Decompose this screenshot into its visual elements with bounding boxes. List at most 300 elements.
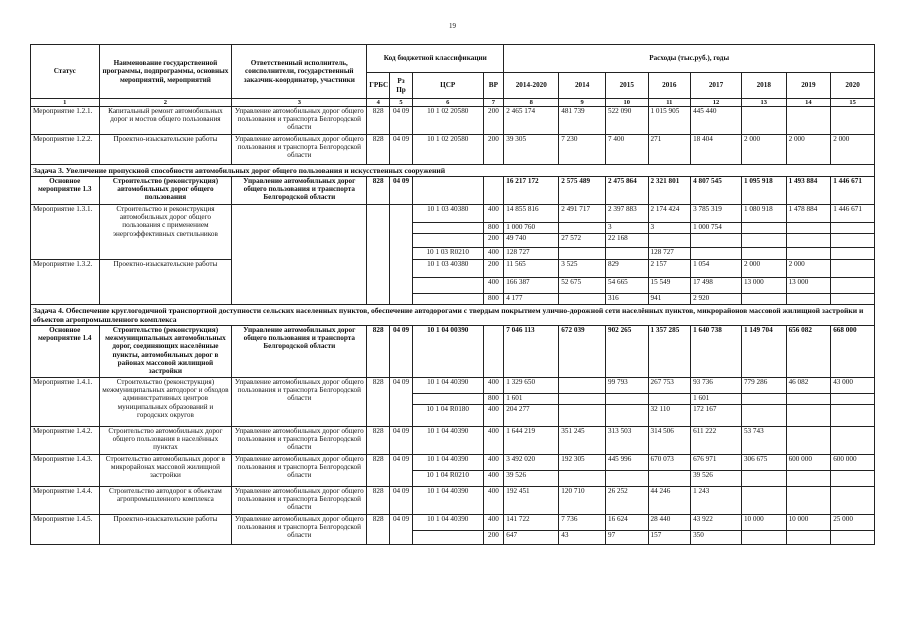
value-cell: 668 000 <box>831 326 875 378</box>
value-cell <box>605 248 648 260</box>
csr-cell <box>412 234 483 248</box>
csr-cell: 10 1 04 00390 <box>412 326 483 378</box>
status-cell: Основное мероприятие 1.4 <box>31 326 100 378</box>
value-cell <box>648 471 691 487</box>
value-cell: 2 475 864 <box>605 177 648 205</box>
value-cell: 3 <box>648 223 691 234</box>
value-cell: 2 465 174 <box>504 107 559 135</box>
value-cell: 902 265 <box>605 326 648 378</box>
value-cell <box>691 234 742 248</box>
value-cell: 1 080 918 <box>741 205 786 223</box>
value-cell: 52 675 <box>559 278 606 294</box>
value-cell <box>741 294 786 305</box>
csr-cell: 10 1 04 40390 <box>412 378 483 394</box>
column-number: 12 <box>691 99 742 107</box>
vr-cell <box>483 177 504 205</box>
value-cell: 28 440 <box>648 515 691 531</box>
value-cell <box>786 223 831 234</box>
value-cell <box>741 471 786 487</box>
value-cell: 26 252 <box>605 487 648 515</box>
vr-cell: 400 <box>483 378 504 394</box>
value-cell: 522 090 <box>605 107 648 135</box>
csr-cell: 10 1 04 R0210 <box>412 471 483 487</box>
value-cell: 1 149 704 <box>741 326 786 378</box>
value-cell: 314 506 <box>648 427 691 455</box>
value-cell <box>831 260 875 278</box>
name-cell: Строительство автодорог к объектам агропромышленного комплекса <box>99 487 232 515</box>
csr-cell <box>412 394 483 405</box>
grbs-cell: 828 <box>367 135 390 165</box>
status-cell: Мероприятие 1.3.2. <box>31 260 100 305</box>
value-cell: 2 000 <box>831 135 875 165</box>
rzpr-cell: 04 09 <box>390 378 413 427</box>
value-cell <box>786 427 831 455</box>
value-cell: 39 526 <box>504 471 559 487</box>
value-cell: 941 <box>648 294 691 305</box>
rzpr-cell: 04 09 <box>390 455 413 487</box>
name-cell: Строительство и реконструкция автомобильных дорог общего пользования с применением энергоэффективных светильников <box>99 205 232 260</box>
value-cell: 2 575 489 <box>559 177 606 205</box>
value-cell <box>605 405 648 427</box>
rzpr-cell <box>390 205 413 305</box>
task-row <box>31 305 875 326</box>
value-cell: 32 110 <box>648 405 691 427</box>
executor-cell: Управление автомобильных дорог общего пользования и транспорта Белгородской области <box>232 135 367 165</box>
value-cell <box>741 394 786 405</box>
vr-cell: 400 <box>483 278 504 294</box>
status-cell: Мероприятие 1.2.1. <box>31 107 100 135</box>
vr-cell: 400 <box>483 405 504 427</box>
value-cell: 600 000 <box>831 455 875 471</box>
value-cell <box>786 294 831 305</box>
grbs-cell: 828 <box>367 487 390 515</box>
value-cell: 2 491 717 <box>559 205 606 223</box>
value-cell: 7 736 <box>559 515 606 531</box>
value-cell: 445 440 <box>691 107 742 135</box>
header-expenses: Расходы (тыс.руб.), годы <box>504 45 875 73</box>
grbs-cell: 828 <box>367 378 390 427</box>
value-cell: 46 082 <box>786 378 831 394</box>
value-cell: 1 640 738 <box>691 326 742 378</box>
value-cell: 316 <box>605 294 648 305</box>
task-title: Задача 3. Увеличение пропускной способности автомобильных дорог общего пользования и искусственных сооружений <box>31 165 875 177</box>
csr-cell <box>412 294 483 305</box>
rzpr-cell: 04 09 <box>390 427 413 455</box>
csr-cell: 10 1 04 40390 <box>412 427 483 455</box>
value-cell: 779 286 <box>741 378 786 394</box>
value-cell <box>648 234 691 248</box>
rzpr-cell: 04 09 <box>390 515 413 545</box>
table-row <box>31 427 875 455</box>
value-cell <box>831 294 875 305</box>
value-cell: 2 000 <box>741 135 786 165</box>
value-cell: 2 397 883 <box>605 205 648 223</box>
value-cell: 481 739 <box>559 107 606 135</box>
csr-cell: 10 1 04 R0180 <box>412 405 483 427</box>
value-cell: 1 601 <box>691 394 742 405</box>
value-cell: 22 168 <box>605 234 648 248</box>
csr-cell: 10 1 03 40380 <box>412 205 483 223</box>
value-cell: 93 736 <box>691 378 742 394</box>
value-cell <box>786 531 831 545</box>
column-number: 9 <box>559 99 606 107</box>
value-cell: 16 217 172 <box>504 177 559 205</box>
value-cell <box>786 394 831 405</box>
table-row <box>31 487 875 515</box>
name-cell: Строительство (реконструкция) межмуниципальных автодорог и обходов административных центров муниципальных образований и городских округов <box>99 378 232 427</box>
header-year: 2015 <box>605 73 648 99</box>
value-cell: 11 565 <box>504 260 559 278</box>
column-number: 5 <box>390 99 413 107</box>
grbs-cell <box>367 205 390 305</box>
value-cell: 25 000 <box>831 515 875 531</box>
column-number: 15 <box>831 99 875 107</box>
value-cell: 141 722 <box>504 515 559 531</box>
value-cell: 2 920 <box>691 294 742 305</box>
csr-cell: 10 1 03 R0210 <box>412 248 483 260</box>
page-number: 19 <box>449 22 456 30</box>
value-cell: 1 000 754 <box>691 223 742 234</box>
vr-cell <box>483 326 504 378</box>
header-year: 2014-2020 <box>504 73 559 99</box>
column-number: 1 <box>31 99 100 107</box>
value-cell: 1 478 884 <box>786 205 831 223</box>
value-cell: 351 245 <box>559 427 606 455</box>
value-cell <box>831 234 875 248</box>
column-number: 7 <box>483 99 504 107</box>
rzpr-cell: 04 09 <box>390 326 413 378</box>
value-cell: 4 177 <box>504 294 559 305</box>
value-cell <box>741 487 786 515</box>
csr-cell: 10 1 02 20580 <box>412 135 483 165</box>
name-cell: Проектно-изыскательские работы <box>99 515 232 545</box>
value-cell: 10 000 <box>786 515 831 531</box>
value-cell: 120 710 <box>559 487 606 515</box>
column-number: 11 <box>648 99 691 107</box>
rzpr-cell: 04 09 <box>390 487 413 515</box>
table-row <box>31 107 875 135</box>
table-row <box>31 326 875 378</box>
value-cell: 647 <box>504 531 559 545</box>
name-cell: Строительство автомобильных дорог в микрорайонах массовой жилищной застройки <box>99 455 232 487</box>
value-cell: 39 526 <box>691 471 742 487</box>
value-cell: 15 549 <box>648 278 691 294</box>
table-row <box>31 205 875 223</box>
status-cell: Мероприятие 1.4.1. <box>31 378 100 427</box>
value-cell: 1 493 884 <box>786 177 831 205</box>
csr-cell: 10 1 03 40380 <box>412 260 483 278</box>
column-number: 8 <box>504 99 559 107</box>
vr-cell: 400 <box>483 427 504 455</box>
grbs-cell: 828 <box>367 326 390 378</box>
value-cell: 39 305 <box>504 135 559 165</box>
table-row <box>31 260 875 278</box>
vr-cell: 400 <box>483 248 504 260</box>
value-cell: 43 000 <box>831 378 875 394</box>
name-cell: Проектно-изыскательские работы <box>99 260 232 305</box>
executor-cell: Управление автомобильных дорог общего пользования и транспорта Белгородской области <box>232 455 367 487</box>
name-cell: Капитальный ремонт автомобильных дорог и мостов общего пользования <box>99 107 232 135</box>
column-number: 3 <box>232 99 367 107</box>
csr-cell: 10 1 04 40390 <box>412 455 483 471</box>
table-row <box>31 515 875 531</box>
value-cell: 2 321 801 <box>648 177 691 205</box>
table-row <box>31 177 875 205</box>
vr-cell: 200 <box>483 260 504 278</box>
value-cell <box>786 405 831 427</box>
vr-cell: 200 <box>483 107 504 135</box>
column-number: 2 <box>99 99 232 107</box>
value-cell: 13 000 <box>786 278 831 294</box>
rzpr-cell: 04 09 <box>390 177 413 205</box>
value-cell: 2 000 <box>741 260 786 278</box>
value-cell: 99 793 <box>605 378 648 394</box>
value-cell: 306 675 <box>741 455 786 471</box>
value-cell: 192 305 <box>559 455 606 471</box>
value-cell: 1 601 <box>504 394 559 405</box>
value-cell <box>559 471 606 487</box>
csr-cell: 10 1 02 20580 <box>412 107 483 135</box>
value-cell: 672 039 <box>559 326 606 378</box>
rzpr-cell: 04 09 <box>390 107 413 135</box>
value-cell: 829 <box>605 260 648 278</box>
value-cell <box>605 394 648 405</box>
value-cell <box>648 394 691 405</box>
table-row <box>31 378 875 394</box>
value-cell: 17 498 <box>691 278 742 294</box>
value-cell: 18 404 <box>691 135 742 165</box>
value-cell: 172 167 <box>691 405 742 427</box>
column-numbers-row <box>31 99 875 107</box>
value-cell <box>786 471 831 487</box>
value-cell <box>831 405 875 427</box>
value-cell <box>741 234 786 248</box>
value-cell: 1 446 671 <box>831 205 875 223</box>
status-cell: Мероприятие 1.4.2. <box>31 427 100 455</box>
value-cell <box>831 223 875 234</box>
header-csr: ЦСР <box>412 73 483 99</box>
value-cell: 43 <box>559 531 606 545</box>
value-cell <box>559 248 606 260</box>
value-cell <box>831 248 875 260</box>
value-cell: 676 971 <box>691 455 742 471</box>
value-cell: 53 743 <box>741 427 786 455</box>
value-cell <box>559 294 606 305</box>
column-number: 10 <box>605 99 648 107</box>
value-cell: 97 <box>605 531 648 545</box>
executor-cell: Управление автомобильных дорог общего пользования и транспорта Белгородской области <box>232 487 367 515</box>
value-cell: 445 996 <box>605 455 648 471</box>
table-row <box>31 135 875 165</box>
column-number: 4 <box>367 99 390 107</box>
value-cell: 204 277 <box>504 405 559 427</box>
header-year: 2017 <box>691 73 742 99</box>
status-cell: Основное мероприятие 1.3 <box>31 177 100 205</box>
status-cell: Мероприятие 1.4.3. <box>31 455 100 487</box>
value-cell: 7 400 <box>605 135 648 165</box>
value-cell: 670 073 <box>648 455 691 471</box>
task-title: Задача 4. Обеспечение круглогодичной транспортной доступности сельских населенных пунктов, обеспечение автодорогами с твердым покрытием улично-дорожной сети населённых пунктов, микрорайонов массовой жилищной застройки и объектов агропромышленного комплекса <box>31 305 875 326</box>
header-vr: ВР <box>483 73 504 99</box>
grbs-cell: 828 <box>367 107 390 135</box>
task-row <box>31 165 875 177</box>
executor-cell: Управление автомобильных дорог общего пользования и транспорта Белгородской области <box>232 177 367 205</box>
csr-cell <box>412 177 483 205</box>
csr-cell <box>412 223 483 234</box>
vr-cell: 800 <box>483 223 504 234</box>
value-cell <box>786 234 831 248</box>
table-row <box>31 455 875 471</box>
column-number: 13 <box>741 99 786 107</box>
header-rzpr: Рз Пр <box>390 73 413 99</box>
name-cell: Строительство (реконструкция) автомобильных дорог общего пользования <box>99 177 232 205</box>
header-year: 2016 <box>648 73 691 99</box>
executor-cell: Управление автомобильных дорог общего пользования и транспорта Белгородской области <box>232 378 367 427</box>
value-cell: 1 243 <box>691 487 742 515</box>
value-cell: 611 222 <box>691 427 742 455</box>
value-cell <box>559 394 606 405</box>
value-cell: 3 525 <box>559 260 606 278</box>
value-cell: 3 492 020 <box>504 455 559 471</box>
value-cell <box>831 487 875 515</box>
value-cell: 1 095 918 <box>741 177 786 205</box>
vr-cell: 400 <box>483 515 504 531</box>
value-cell: 1 329 650 <box>504 378 559 394</box>
value-cell: 10 000 <box>741 515 786 531</box>
value-cell: 16 624 <box>605 515 648 531</box>
value-cell <box>831 394 875 405</box>
value-cell: 44 246 <box>648 487 691 515</box>
executor-cell: Управление автомобильных дорог общего пользования и транспорта Белгородской области <box>232 427 367 455</box>
vr-cell: 200 <box>483 531 504 545</box>
value-cell <box>691 248 742 260</box>
value-cell: 2 174 424 <box>648 205 691 223</box>
value-cell <box>741 223 786 234</box>
value-cell: 128 727 <box>648 248 691 260</box>
value-cell <box>831 471 875 487</box>
executor-cell: Управление автомобильных дорог общего пользования и транспорта Белгородской области <box>232 326 367 378</box>
vr-cell: 400 <box>483 487 504 515</box>
value-cell: 1 000 760 <box>504 223 559 234</box>
header-status: Статус <box>31 45 100 99</box>
value-cell: 1 357 285 <box>648 326 691 378</box>
vr-cell: 400 <box>483 205 504 223</box>
value-cell: 4 807 545 <box>691 177 742 205</box>
value-cell: 656 082 <box>786 326 831 378</box>
name-cell: Строительство (реконструкция) межмуниципальных автомобильных дорог, соединяющих населённые пункты, автомобильных дорог в районах массовой жилищной застройки <box>99 326 232 378</box>
name-cell: Строительство автомобильных дорог общего пользования в населённых пунктах <box>99 427 232 455</box>
grbs-cell: 828 <box>367 515 390 545</box>
grbs-cell: 828 <box>367 177 390 205</box>
value-cell: 350 <box>691 531 742 545</box>
value-cell: 2 157 <box>648 260 691 278</box>
vr-cell: 200 <box>483 135 504 165</box>
value-cell: 267 753 <box>648 378 691 394</box>
table-header <box>31 45 875 107</box>
value-cell: 7 230 <box>559 135 606 165</box>
value-cell <box>831 278 875 294</box>
value-cell <box>831 107 875 135</box>
vr-cell: 200 <box>483 234 504 248</box>
csr-cell: 10 1 04 40390 <box>412 515 483 531</box>
value-cell: 157 <box>648 531 691 545</box>
value-cell <box>741 531 786 545</box>
csr-cell <box>412 531 483 545</box>
value-cell: 14 855 816 <box>504 205 559 223</box>
header-budget-code: Код бюджетной классификации <box>367 45 504 73</box>
value-cell: 192 451 <box>504 487 559 515</box>
value-cell: 1 446 671 <box>831 177 875 205</box>
header-executor: Ответственный исполнитель, соисполнители, государственный заказчик-координатор, участники <box>232 45 367 99</box>
value-cell: 166 387 <box>504 278 559 294</box>
value-cell: 313 503 <box>605 427 648 455</box>
program-table <box>30 44 875 545</box>
status-cell: Мероприятие 1.2.2. <box>31 135 100 165</box>
csr-cell <box>412 278 483 294</box>
value-cell: 1 644 219 <box>504 427 559 455</box>
vr-cell: 800 <box>483 394 504 405</box>
header-year: 2019 <box>786 73 831 99</box>
value-cell <box>559 378 606 394</box>
value-cell: 1 015 905 <box>648 107 691 135</box>
value-cell <box>831 531 875 545</box>
value-cell: 49 740 <box>504 234 559 248</box>
column-number: 6 <box>412 99 483 107</box>
executor-cell: Управление автомобильных дорог общего пользования и транспорта Белгородской области <box>232 515 367 545</box>
status-cell: Мероприятие 1.4.5. <box>31 515 100 545</box>
value-cell <box>741 248 786 260</box>
value-cell: 271 <box>648 135 691 165</box>
vr-cell: 400 <box>483 471 504 487</box>
csr-cell: 10 1 04 40390 <box>412 487 483 515</box>
status-cell: Мероприятие 1.4.4. <box>31 487 100 515</box>
value-cell <box>559 223 606 234</box>
column-number: 14 <box>786 99 831 107</box>
name-cell: Проектно-изыскательские работы <box>99 135 232 165</box>
value-cell <box>559 405 606 427</box>
value-cell: 43 922 <box>691 515 742 531</box>
header-year: 2018 <box>741 73 786 99</box>
value-cell: 7 046 113 <box>504 326 559 378</box>
value-cell: 3 785 319 <box>691 205 742 223</box>
header-grbs: ГРБС <box>367 73 390 99</box>
value-cell: 128 727 <box>504 248 559 260</box>
header-year: 2014 <box>559 73 606 99</box>
rzpr-cell: 04 09 <box>390 135 413 165</box>
status-cell: Мероприятие 1.3.1. <box>31 205 100 260</box>
value-cell <box>741 107 786 135</box>
vr-cell: 400 <box>483 455 504 471</box>
grbs-cell: 828 <box>367 455 390 487</box>
value-cell <box>786 487 831 515</box>
value-cell: 3 <box>605 223 648 234</box>
value-cell <box>786 248 831 260</box>
executor-cell <box>232 205 367 305</box>
value-cell <box>741 405 786 427</box>
value-cell <box>786 107 831 135</box>
value-cell: 2 000 <box>786 260 831 278</box>
value-cell: 1 054 <box>691 260 742 278</box>
value-cell <box>605 471 648 487</box>
value-cell <box>831 427 875 455</box>
value-cell: 27 572 <box>559 234 606 248</box>
value-cell: 13 000 <box>741 278 786 294</box>
grbs-cell: 828 <box>367 427 390 455</box>
value-cell: 54 665 <box>605 278 648 294</box>
value-cell: 600 000 <box>786 455 831 471</box>
executor-cell: Управление автомобильных дорог общего пользования и транспорта Белгородской области <box>232 107 367 135</box>
header-year: 2020 <box>831 73 875 99</box>
